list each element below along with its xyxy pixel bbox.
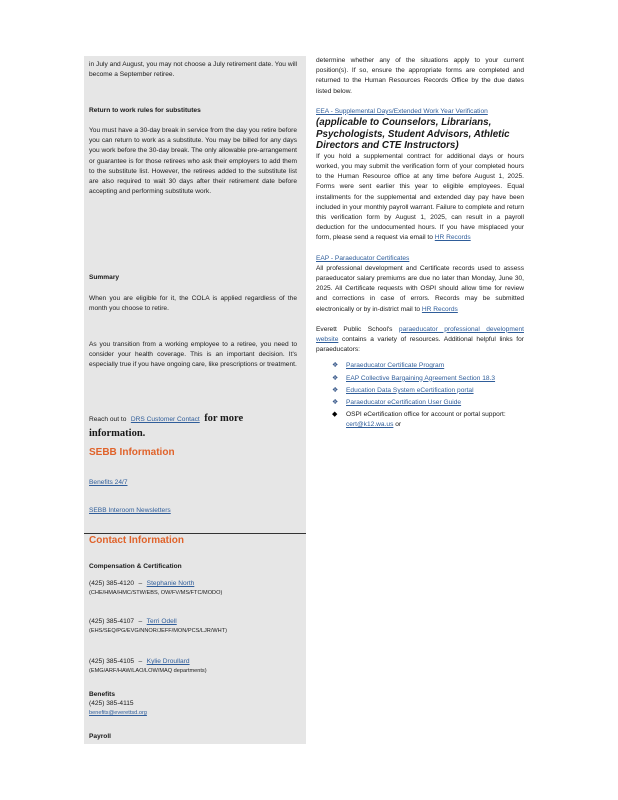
eap-text: All professional development and Certificate records used to assess paraeducator salary premiums are due no later than Monday, June 30, 2025. All Certificate requests with OSPI should allow time for review and corrections in case of errors. Records may be submitted electronically or by in-district mail to [316,264,524,313]
benefits-email-link[interactable]: benefits@everettsd.org [89,710,147,716]
contact-entry [89,572,299,597]
section-divider [84,533,306,534]
contact-name-link[interactable]: Kylie Droullard [146,658,190,665]
list-item [316,410,524,430]
contact-entry [89,650,299,675]
benefits-phone: (425) 385-4115 [89,700,134,707]
contact-name-link[interactable]: Stephanie North [146,580,195,587]
eea-text: If you hold a supplemental contract for additional days or hours worked, you may submit the verification form of your completed hours to the Human Resource office at any time before August 1, 2025. Forms were sent earlier this year to eligible employees. Equal installments for the supplemental and extended day pay have been included in your monthly payroll warrant. Failure to complete and return this verification form by August 1, 2025, can result in a payroll deduction for the undocumented hours. If you have misplaced your form, please send a request via email to [316,152,524,242]
eds-portal-link[interactable]: Education Data System eCertification portal [346,386,474,394]
para-paragraph [316,325,524,356]
contact-phone: (425) 385-4120 [89,580,135,587]
bullet-icon: ❖ [332,362,339,370]
cba-section-link[interactable]: EAP Collective Bargaining Agreement Section 18.3 [346,374,496,382]
summary-paragraph-2: As you transition from a working employee to a retiree, you need to consider your health coverage. This is an important decision. It's especially true if you have ongoing care, like prescriptions or treatment. [89,341,297,369]
intro-paragraph: in July and August, you may not choose a July retirement date. You will become a September retiree. [89,61,297,79]
payroll-heading: Payroll [89,733,111,740]
determine-paragraph: determine whether any of the situations apply to your current position(s). If so, ensure the appropriate forms are completed and returned to the Human Resources Records Office by the due dates listed below. [316,57,524,95]
ospi-text: OSPI eCertification office for account or portal support: [346,411,506,419]
drs-customer-contact-link[interactable]: DRS Customer Contact [130,416,200,423]
contact-dash: – [138,658,143,665]
eea-paragraph [316,152,524,244]
summary-heading: Summary [89,274,120,281]
para-pd-website-link[interactable]: paraeducator professional development website [316,325,524,344]
sebb-newsletters-link[interactable]: SEBB Interoom Newsletters [89,507,171,514]
para-links-list [316,361,524,430]
bullet-icon: ❖ [332,399,339,407]
reach-suffix: for more information. [89,413,244,439]
list-item [316,386,524,396]
ospi-suffix: or [395,421,402,429]
para-suffix: contains a variety of resources. Additional helpful links for paraeducators: [316,336,524,354]
reach-prefix: Reach out to [89,416,127,423]
list-item [316,361,524,371]
eap-certificates-link[interactable]: EAP - Paraeducator Certificates [316,254,410,262]
eea-subtitle: (applicable to Counselors, Librarians, Psychologists, Student Advisors, Athletic Directors and CTE Instructors) [316,117,510,152]
cert-email-link[interactable]: cert@k12.wa.us [346,421,394,429]
reach-out-block [89,411,299,440]
eap-link-wrapper [316,254,524,264]
right-column [316,56,524,433]
benefits-heading: Benefits [89,691,116,698]
contact-dash: – [138,580,143,587]
eea-verification-link[interactable]: EEA - Supplemental Days/Extended Work Year Verification [316,107,488,115]
bullet-icon: ❖ [332,386,339,394]
certificate-program-link[interactable]: Paraeducator Certificate Program [346,362,445,370]
benefits-247-link[interactable]: Benefits 24/7 [89,479,128,486]
hr-records-link[interactable]: HR Records [434,234,471,242]
diamond-bullet-icon: ◆ [332,411,338,419]
return-paragraph: You must have a 30-day break in service from the day you retire before you can return to work as a substitute. You may be billed for any days you work before the 30-day break. The only allowable pre-arrangement or guarantee is for those retirees who ask their employers to add them to the substitute list. However, the retirees added to the substitute list are also required to wait 30 days after their retirement date before accepting and performing substitute work. [89,127,297,196]
contact-phone: (425) 385-4107 [89,618,135,625]
summary-paragraph-1: When you are eligible for it, the COLA is applied regardless of the month you choose to retire. [89,295,297,313]
eap-hr-records-link[interactable]: HR Records [421,305,458,313]
bullet-icon: ❖ [332,374,339,382]
contact-description: (CHE/HMA/HMC/STW/EBS, OW/FV/MS/FTC/MODO) [89,590,223,596]
contact-description: (EHS/SEQ/PG/EVG/NNOR/JEFF/MON/PCS/LJR/WHT) [89,628,227,634]
compensation-heading: Compensation & Certification [89,563,182,570]
list-item [316,374,524,384]
contact-name-link[interactable]: Terri Odell [146,618,177,625]
sebb-heading: SEBB Information [89,447,175,458]
list-item [316,398,524,408]
para-prefix: Everett Public School's [316,325,393,333]
user-guide-link[interactable]: Paraeducator eCertification User Guide [346,399,462,407]
contact-entry [89,610,299,635]
contact-description: (EMG/ARF/HAW/LAO/LOW/MAQ departments) [89,668,207,674]
eap-paragraph [316,264,524,315]
eea-link-wrapper [316,107,524,117]
contact-heading: Contact Information [89,535,184,546]
contact-dash: – [138,618,143,625]
contact-phone: (425) 385-4105 [89,658,135,665]
return-heading: Return to work rules for substitutes [89,107,201,114]
